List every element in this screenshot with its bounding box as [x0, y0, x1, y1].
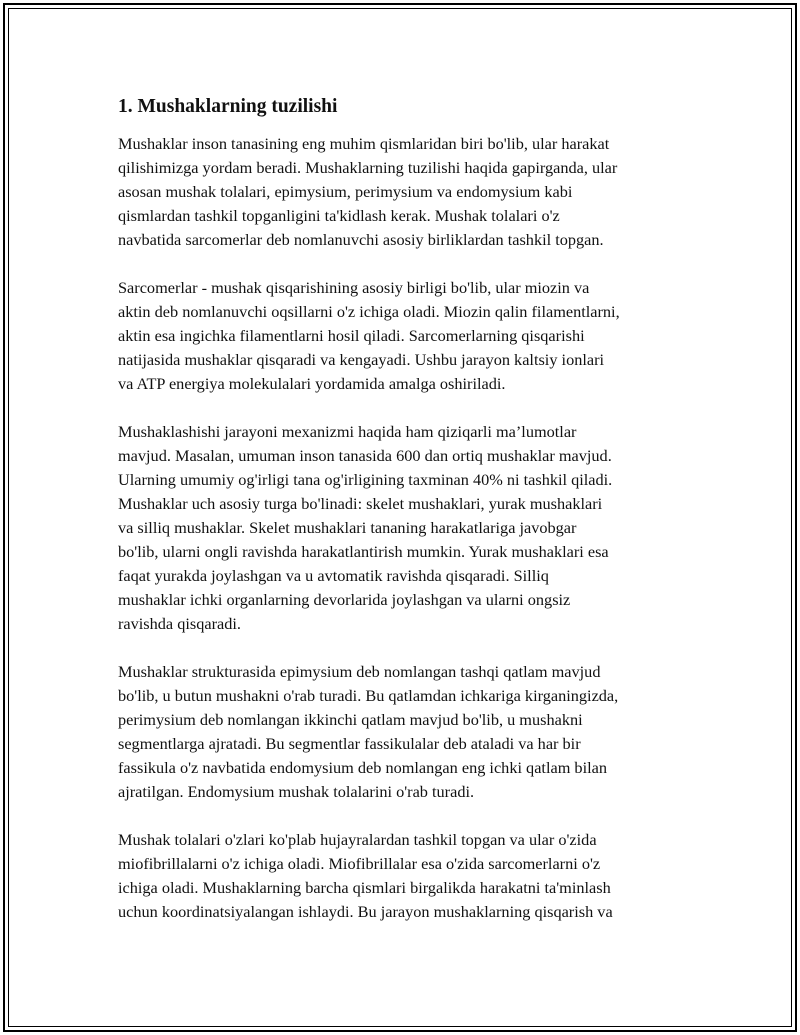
- paragraph-line: navbatida sarcomerlar deb nomlanuvchi asosiy birliklardan tashkil topgan.: [118, 230, 604, 249]
- paragraph-line: bo'lib, ularni ongli ravishda harakatlantirish mumkin. Yurak mushaklari esa: [118, 542, 609, 561]
- paragraph-line: bo'lib, u butun mushakni o'rab turadi. Bu qatlamdan ichkariga kirganingizda,: [118, 686, 619, 705]
- paragraph-line: Sarcomerlar - mushak qisqarishining asosiy birligi bo'lib, ular miozin va: [118, 278, 590, 297]
- paragraph-line: qismlardan tashkil topganligini ta'kidlash kerak. Mushak tolalari o'z: [118, 206, 560, 225]
- paragraph-line: ajratilgan. Endomysium mushak tolalarini o'rab turadi.: [118, 782, 475, 801]
- paragraph-line: natijasida mushaklar qisqaradi va kengayadi. Ushbu jarayon kaltsiy ionlari: [118, 350, 605, 369]
- paragraph-4: [118, 660, 698, 804]
- paragraph-line: Mushak tolalari o'zlari ko'plab hujayralardan tashkil topgan va ular o'zida: [118, 830, 597, 849]
- paragraph-5: [118, 828, 698, 924]
- paragraph-line: Ularning umumiy og'irligi tana og'irligining taxminan 40% ni tashkil qiladi.: [118, 470, 613, 489]
- paragraph-line: aktin deb nomlanuvchi oqsillarni o'z ichiga oladi. Miozin qalin filamentlarni,: [118, 302, 620, 321]
- paragraph-1: [118, 132, 698, 252]
- paragraph-line: mavjud. Masalan, umuman inson tanasida 600 dan ortiq mushaklar mavjud.: [118, 446, 612, 465]
- paragraph-line: Mushaklar strukturasida epimysium deb nomlangan tashqi qatlam mavjud: [118, 662, 601, 681]
- paragraph-line: Mushaklar uch asosiy turga bo'linadi: skelet mushaklari, yurak mushaklari: [118, 494, 603, 513]
- paragraph-line: Mushaklashishi jarayoni mexanizmi haqida ham qiziqarli ma’lumotlar: [118, 422, 577, 441]
- paragraph-line: miofibrillalarni o'z ichiga oladi. Miofibrillalar esa o'zida sarcomerlarni o'z: [118, 854, 601, 873]
- paragraph-2: [118, 276, 698, 396]
- paragraph-line: ravishda qisqaradi.: [118, 614, 241, 633]
- section-heading: 1. Mushaklarning tuzilishi: [118, 96, 338, 117]
- paragraph-line: segmentlarga ajratadi. Bu segmentlar fassikulalar deb ataladi va har bir: [118, 734, 581, 753]
- paragraph-line: faqat yurakda joylashgan va u avtomatik ravishda qisqaradi. Silliq: [118, 566, 549, 585]
- paragraph-line: ichiga oladi. Mushaklarning barcha qismlari birgalikda harakatni ta'minlash: [118, 878, 611, 897]
- paragraph-line: va silliq mushaklar. Skelet mushaklari tananing harakatlariga javobgar: [118, 518, 577, 537]
- paragraph-line: aktin esa ingichka filamentlarni hosil qiladi. Sarcomerlarning qisqarishi: [118, 326, 585, 345]
- paragraph-line: asosan mushak tolalari, epimysium, perimysium va endomysium kabi: [118, 182, 573, 201]
- paragraph-3: [118, 420, 698, 636]
- paragraph-line: mushaklar ichki organlarning devorlarida joylashgan va ularni ongsiz: [118, 590, 571, 609]
- paragraph-line: va ATP energiya molekulalari yordamida amalga oshiriladi.: [118, 374, 506, 393]
- paragraph-line: fassikula o'z navbatida endomysium deb nomlangan eng ichki qatlam bilan: [118, 758, 607, 777]
- paragraph-line: perimysium deb nomlangan ikkinchi qatlam mavjud bo'lib, u mushakni: [118, 710, 583, 729]
- document-body: [118, 94, 698, 948]
- paragraph-line: Mushaklar inson tanasining eng muhim qismlaridan biri bo'lib, ular harakat: [118, 134, 610, 153]
- paragraph-line: qilishimizga yordam beradi. Mushaklarning tuzilishi haqida gapirganda, ular: [118, 158, 618, 177]
- paragraph-line: uchun koordinatsiyalangan ishlaydi. Bu jarayon mushaklarning qisqarish va: [118, 902, 613, 921]
